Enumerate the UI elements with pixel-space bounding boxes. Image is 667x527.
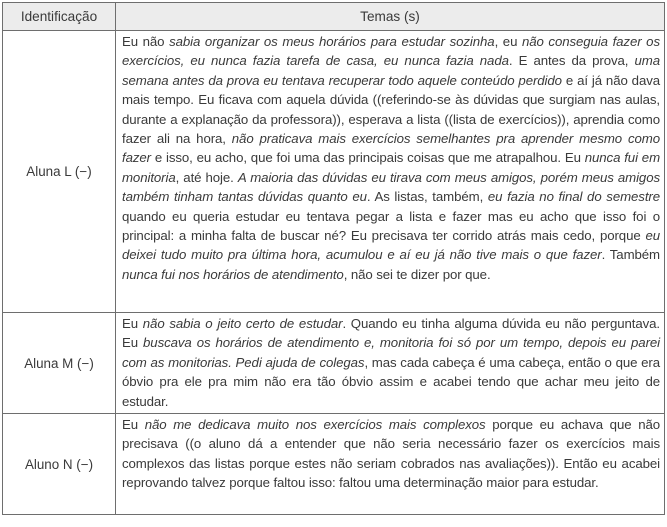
row-label: Aluno N (−): [3, 414, 116, 515]
row-label: Aluna M (−): [3, 313, 116, 414]
italic-excerpt: nunca fui nos horários de atendimento: [122, 266, 344, 282]
interview-table: [2, 2, 665, 515]
text-excerpt: e aí já não dava mais tempo. Eu ficava com aquela dúvida ((referindo-se às dúvidas que surgiam nas aulas, durante a explanação da professora)), esperava a lista ((lista de exercícios)), aprendia como fazer ali na hora,: [122, 72, 661, 147]
text-excerpt: , até hoje.: [175, 169, 238, 185]
header-temas: Temas (s): [116, 3, 665, 31]
row-label: Aluna L (−): [3, 31, 116, 313]
italic-excerpt: eu deixei tudo muito pra última hora, acumulou e aí eu já não tive mais o que fazer: [122, 228, 660, 263]
text-excerpt: , mas cada cabeça é uma cabeça, então o que era óbvio pra ele pra mim não era tão óbvio assim e acabei tendo que achar meu jeito de estudar.: [122, 354, 661, 409]
table-row: [3, 313, 665, 414]
row-text: [116, 313, 665, 414]
text-excerpt: Eu não: [122, 34, 170, 49]
italic-excerpt: A maioria das dúvidas eu tirava com meus amigos, porém meus amigos também tinham tantas dúvidas quanto eu: [122, 169, 660, 205]
italic-excerpt: não sabia o jeito certo de estudar: [142, 316, 343, 331]
header-row: [3, 3, 665, 31]
italic-excerpt: buscava os horários de atendimento e, monitoria foi só por um tempo, depois eu parei com as monitorias. Pedi ajuda de colegas: [122, 335, 660, 370]
table-row: [3, 414, 665, 515]
text-excerpt: Eu: [122, 316, 143, 331]
italic-excerpt: eu fazia no final do semestre: [487, 189, 660, 205]
row-text: [116, 31, 665, 313]
italic-excerpt: nunca fui em monitoria: [122, 150, 661, 185]
italic-excerpt: não me dedicava muito nos exercícios mais complexos: [144, 417, 486, 433]
text-excerpt: . Quando eu tinha alguma dúvida eu não perguntava. Eu: [122, 316, 660, 351]
text-excerpt: quando eu queria estudar eu tentava pegar a lista e fazer mas eu acho que isso foi o principal: a minha falta de buscar né? Eu precisava ter corrido atrás mais cedo, porque: [122, 208, 660, 244]
text-excerpt: , eu: [494, 34, 522, 49]
italic-excerpt: não conseguia fazer os exercícios, eu nunca fazia tarefa de casa, eu nunca fazia nada: [122, 34, 660, 69]
text-excerpt: e isso, eu acho, que foi uma das principais coisas que me atrapalhou. Eu: [150, 150, 585, 166]
italic-excerpt: sabia organizar os meus horários para estudar sozinha: [169, 34, 495, 49]
table-row: [3, 31, 665, 313]
italic-excerpt: uma semana antes da prova eu tentava recuperar todo aquele conteúdo perdido: [122, 53, 660, 88]
italic-excerpt: não praticava mais exercícios semelhantes pra aprender mesmo como fazer: [122, 131, 660, 166]
text-excerpt: porque eu achava que não precisava ((o aluno dá a entender que não seria necessário fazer os exercícios mais complexos das listas porque estes não seriam cobrados nas avaliações)). Então eu acabei reprovando talvez porque faltou isso: faltou uma determinação maior para estudar.: [122, 417, 660, 491]
text-excerpt: , não sei te dizer por que.: [343, 266, 491, 282]
header-identificacao: Identificação: [3, 3, 116, 31]
text-excerpt: . E antes da prova,: [508, 53, 635, 69]
text-excerpt: . Também: [601, 247, 660, 263]
text-excerpt: . As listas, também,: [366, 189, 488, 205]
text-excerpt: Eu: [122, 417, 145, 433]
row-text: [116, 414, 665, 515]
